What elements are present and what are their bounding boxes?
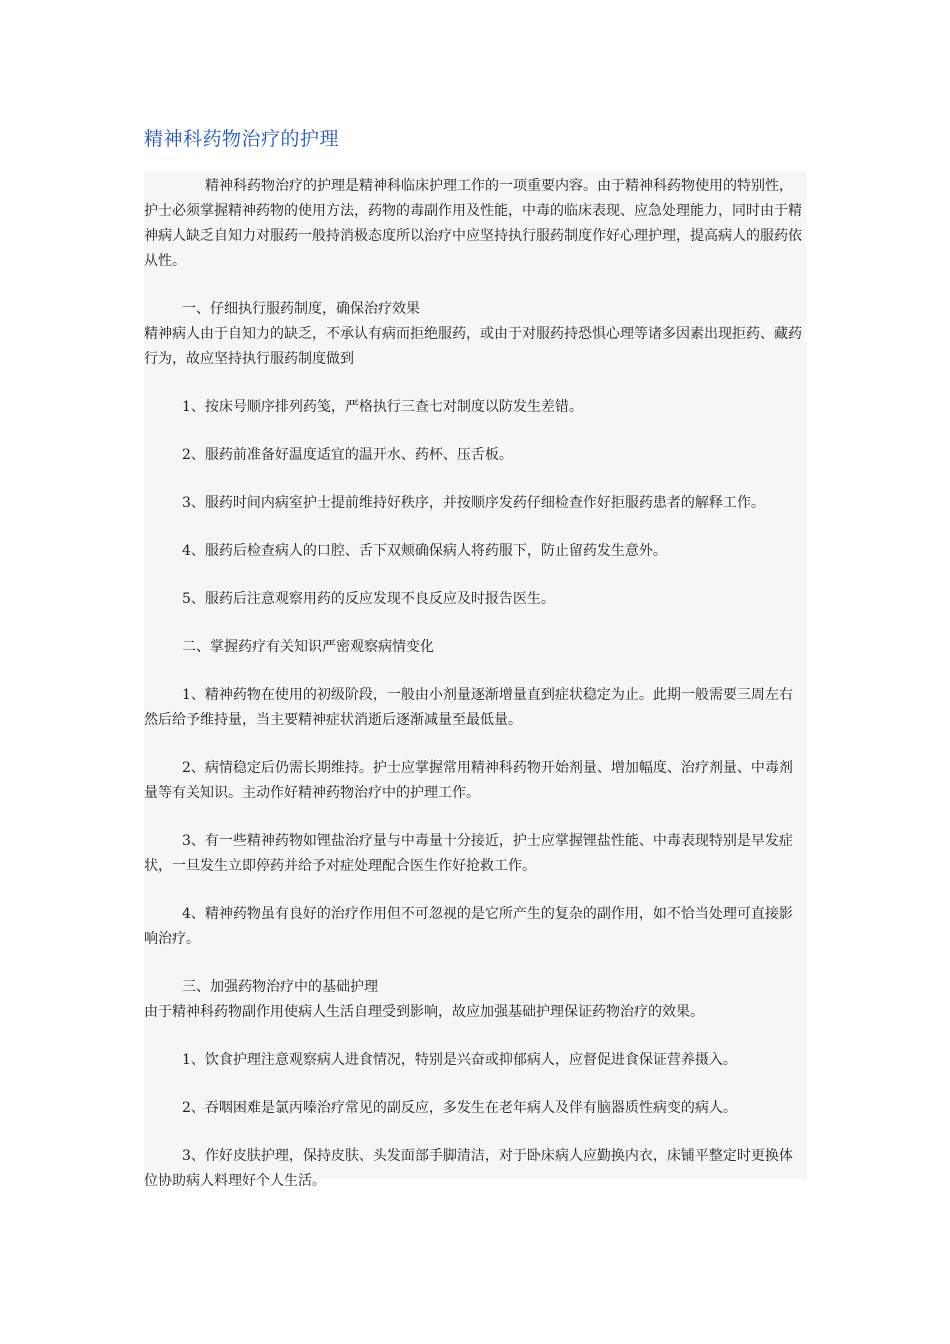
list-item: 3、作好皮肤护理，保持皮肤、头发面部手脚清洁，对于卧床病人应勤换内衣，床铺平整定时更换体位协助病人料理好个人生活。 (144, 1148, 793, 1189)
section-text: 精神病人由于自知力的缺乏，不承认有病而拒绝服药，或由于对服药持恐惧心理等诸多因素出现拒药、藏药行为，故应坚持执行服药制度做到 (144, 326, 802, 367)
list-item: 2、病情稳定后仍需长期维持。护士应掌握常用精神科药物开始剂量、增加幅度、治疗剂量、中毒剂量等有关知识。主动作好精神药物治疗中的护理工作。 (144, 760, 793, 801)
list-item: 3、有一些精神药物如锂盐治疗量与中毒量十分接近，护士应掌握锂盐性能、中毒表现特别是早发症状，一旦发生立即停药并给予对症处理配合医生作好抢救工作。 (144, 833, 793, 874)
list-item: 1、饮食护理注意观察病人进食情况，特别是兴奋或抑郁病人，应督促进食保证营养摄入。 (182, 1052, 737, 1068)
list-item: 2、吞咽困难是氯丙嗪治疗常见的副反应，多发生在老年病人及伴有脑器质性病变的病人。 (182, 1100, 737, 1116)
list-item: 1、精神药物在使用的初级阶段，一般由小剂量逐渐增量直到症状稳定为止。此期一般需要三周左右然后给予维持量，当主要精神症状消逝后逐渐减量至最低量。 (144, 687, 793, 728)
list-item: 4、服药后检查病人的口腔、舌下双颊确保病人将药服下，防止留药发生意外。 (182, 543, 667, 559)
page-title: 精神科药物治疗的护理 (144, 128, 340, 150)
article-body (144, 171, 806, 1189)
list-item: 2、服药前准备好温度适宜的温开水、药杯、压舌板。 (182, 447, 513, 463)
section-text: 由于精神科药物副作用使病人生活自理受到影响，故应加强基础护理保证药物治疗的效果。 (144, 1004, 704, 1020)
list-item: 3、服药时间内病室护士提前维持好秩序，并按顺序发药仔细检查作好拒服药患者的解释工作。 (182, 495, 765, 511)
intro-paragraph: 精神科药物治疗的护理是精神科临床护理工作的一项重要内容。由于精神科药物使用的特别性，护士必须掌握精神药物的使用方法，药物的毒副作用及性能，中毒的临床表现、应急处理能力，同时由于精神病人缺乏自知力对服药一般持消极态度所以治疗中应坚持执行服药制度作好心理护理，提高病人的服药依从性。 (144, 178, 802, 269)
section-heading: 三、加强药物治疗中的基础护理 (182, 979, 378, 995)
section-heading: 一、仔细执行服药制度，确保治疗效果 (182, 301, 420, 317)
list-item: 1、按床号顺序排列药笺，严格执行三查七对制度以防发生差错。 (182, 399, 583, 415)
section-heading: 二、掌握药疗有关知识严密观察病情变化 (182, 639, 434, 655)
list-item: 4、精神药物虽有良好的治疗作用但不可忽视的是它所产生的复杂的副作用，如不恰当处理可直接影响治疗。 (144, 906, 793, 947)
list-item: 5、服药后注意观察用药的反应发现不良反应及时报告医生。 (182, 591, 555, 607)
